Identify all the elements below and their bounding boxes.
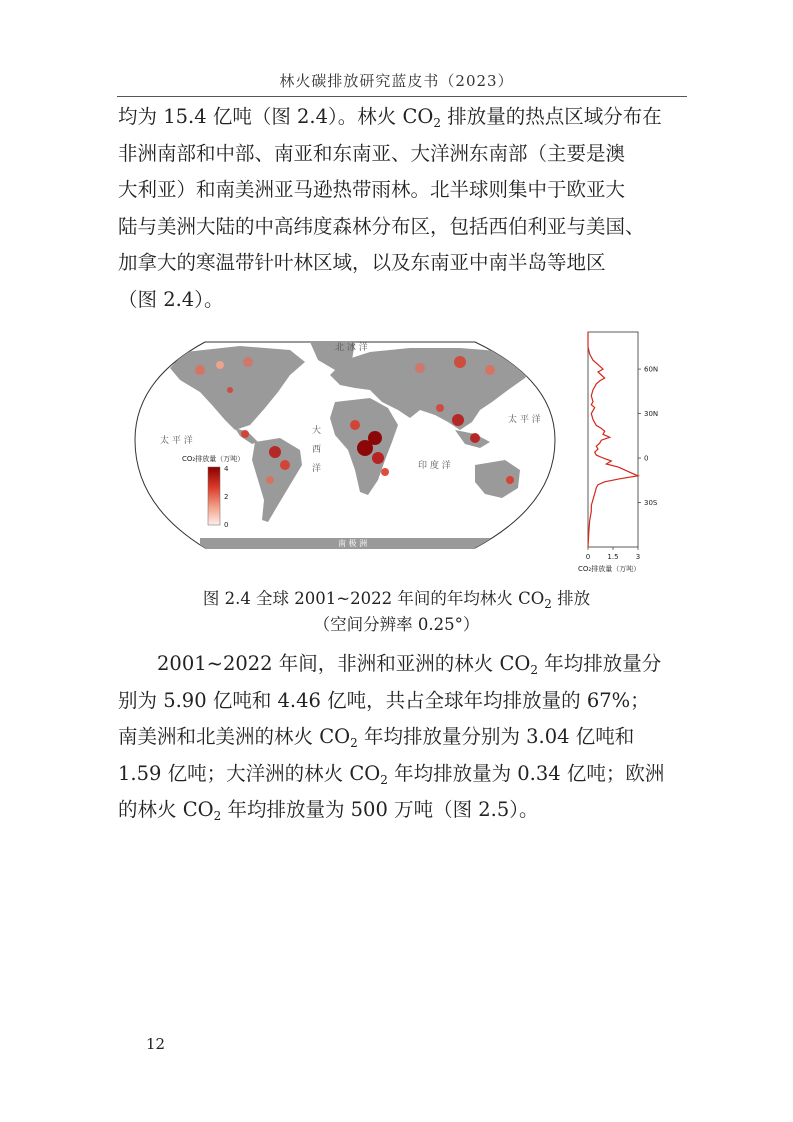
text-run: 2001~2022 年间，非洲和亚洲的林火 CO bbox=[157, 652, 531, 675]
paragraph-line bbox=[118, 99, 688, 136]
figure-caption-line1 bbox=[0, 585, 793, 612]
paragraph-line: 陆与美洲大陆的中高纬度森林分布区，包括西伯利亚与美国、 bbox=[118, 214, 645, 238]
x-tick-label: 0 bbox=[585, 553, 591, 561]
paragraph-2 bbox=[118, 646, 688, 829]
subscript: 2 bbox=[380, 772, 388, 787]
page-number: 12 bbox=[146, 1035, 166, 1053]
legend-title: CO₂排放量（万吨） bbox=[182, 455, 245, 463]
figure-caption-line2: （空间分辨率 0.25°） bbox=[313, 615, 480, 634]
text-run: 排放量的热点区域分布在 bbox=[441, 105, 662, 128]
text-run: 图 2.4 全球 2001~2022 年间的年均林火 CO bbox=[202, 589, 545, 608]
text-run: 年均排放量分别为 3.04 亿吨和 bbox=[357, 725, 635, 748]
text-run: 年均排放量分 bbox=[538, 652, 662, 675]
paragraph-line: 别为 5.90 亿吨和 4.46 亿吨，共占全球年均排放量的 67%； bbox=[118, 688, 650, 712]
text-run: 排放 bbox=[551, 589, 591, 608]
y-tick-label: 30S bbox=[644, 499, 658, 508]
label-atlantic-3: 洋 bbox=[312, 464, 322, 474]
subscript: 2 bbox=[544, 597, 552, 611]
text-run: 南美洲和北美洲的林火 CO bbox=[118, 725, 351, 748]
legend-colorbar bbox=[208, 467, 220, 525]
figure-2-4 bbox=[130, 330, 660, 575]
legend-tick-label: 2 bbox=[224, 493, 229, 501]
text-run: 均为 15.4 亿吨（图 2.4）。林火 CO bbox=[118, 105, 434, 128]
paragraph-line bbox=[118, 756, 688, 793]
label-pacific-east: 太 平 洋 bbox=[508, 415, 541, 425]
y-tick-label: 60N bbox=[644, 365, 659, 374]
text-run: 的林火 CO bbox=[118, 798, 214, 821]
paragraph-line: （图 2.4）。 bbox=[118, 287, 224, 311]
paragraph-1 bbox=[118, 99, 688, 318]
running-header: 林火碳排放研究蓝皮书（2023） bbox=[279, 72, 514, 90]
profile-y-axis bbox=[638, 366, 658, 507]
paragraph-line bbox=[118, 646, 688, 683]
x-tick-label: 3 bbox=[635, 553, 641, 561]
figure-svg bbox=[130, 330, 660, 575]
label-arctic: 北 冰 洋 bbox=[335, 343, 368, 353]
legend-tick-label: 4 bbox=[224, 465, 229, 473]
label-indian: 印 度 洋 bbox=[418, 461, 451, 471]
text-run: 1.59 亿吨；大洋洲的林火 CO bbox=[118, 761, 381, 785]
subscript: 2 bbox=[433, 116, 442, 130]
label-pacific-west: 太 平 洋 bbox=[160, 436, 193, 446]
paragraph-line: 大利亚）和南美洲亚马逊热带雨林。北半球则集中于欧亚大 bbox=[118, 178, 626, 201]
paragraph-line: 加拿大的寒温带针叶林区域，以及东南亚中南半岛等地区 bbox=[118, 251, 606, 274]
subscript: 2 bbox=[530, 663, 539, 677]
header-rule bbox=[117, 96, 687, 97]
paragraph-line bbox=[118, 719, 688, 756]
y-tick-label: 0 bbox=[644, 454, 649, 463]
text-run: 年均排放量为 500 万吨（图 2.5）。 bbox=[221, 798, 539, 821]
subscript: 2 bbox=[350, 736, 358, 750]
label-southern: 南 极 洲 bbox=[338, 539, 368, 548]
paragraph-line bbox=[118, 792, 688, 829]
text-run: 年均排放量为 0.34 亿吨；欧洲 bbox=[387, 761, 665, 785]
profile-frame bbox=[588, 332, 638, 547]
profile-x-axis bbox=[586, 547, 640, 561]
paragraph-line: 非洲南部和中部、南亚和东南亚、大洋洲东南部（主要是澳 bbox=[118, 141, 626, 165]
label-atlantic-2: 西 bbox=[312, 445, 322, 455]
profile-xlabel: CO₂排放量（万吨） bbox=[578, 565, 641, 573]
latitude-profile bbox=[578, 332, 658, 573]
label-atlantic-1: 大 bbox=[312, 426, 322, 436]
legend-tick-label: 0 bbox=[224, 521, 229, 529]
x-tick-label: 1.5 bbox=[607, 553, 619, 561]
y-tick-label: 30N bbox=[644, 410, 659, 419]
subscript: 2 bbox=[213, 809, 222, 823]
